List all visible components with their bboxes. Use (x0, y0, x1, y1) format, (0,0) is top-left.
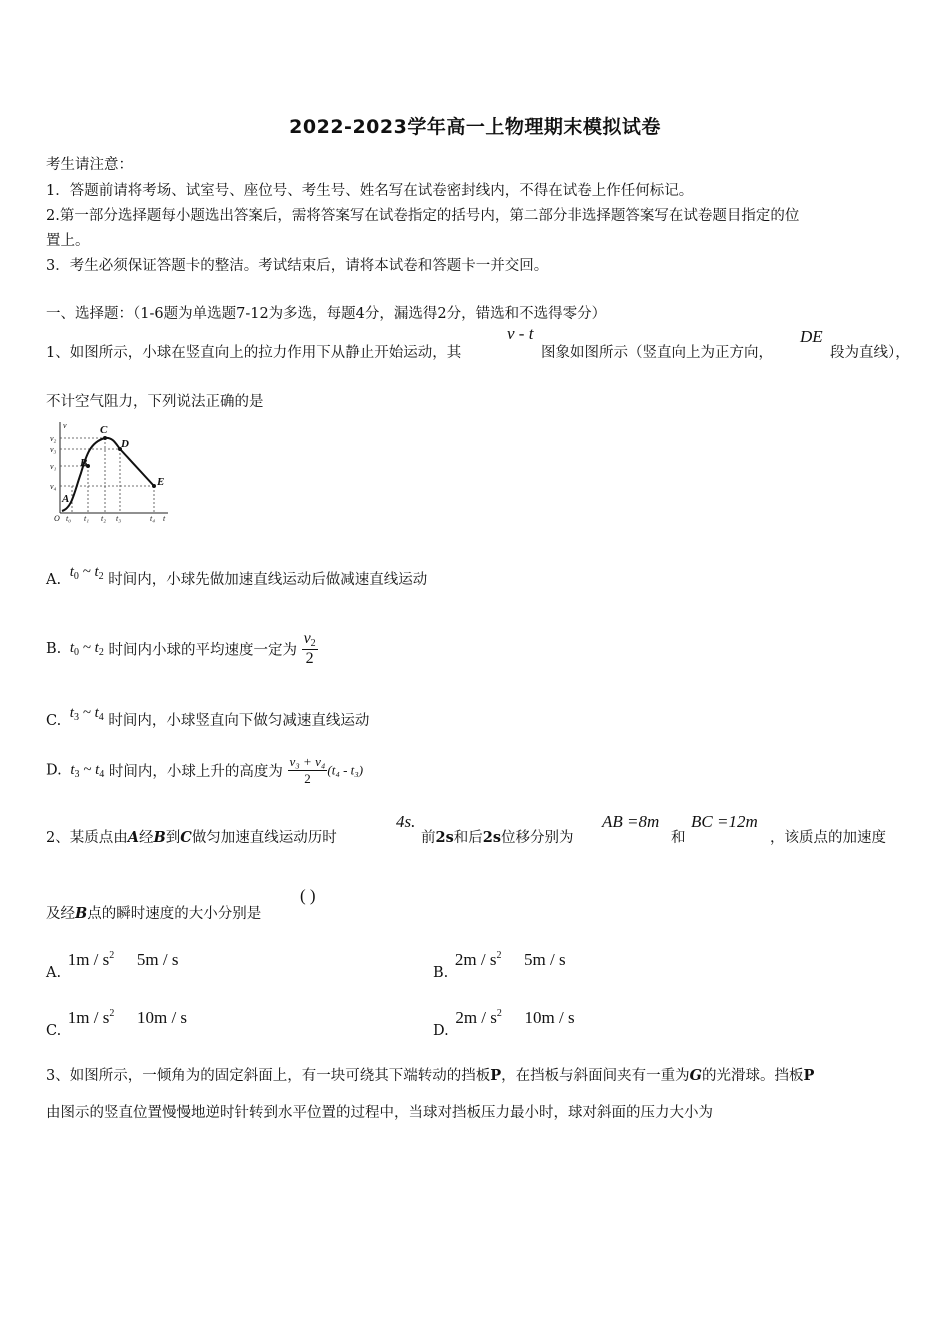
velocity: 10m / s (136, 1008, 188, 1027)
point-label: E (157, 476, 165, 488)
option-label: B. (433, 965, 449, 981)
tick-label: t₀ (66, 514, 72, 523)
point-label: B (80, 457, 88, 469)
q1-option-a[interactable] (46, 564, 428, 590)
tick-label: t (163, 514, 166, 523)
q2-line2: 及经B点的瞬时速度的大小分别是 (46, 905, 262, 922)
q2-option-d[interactable] (433, 1008, 575, 1039)
q1-part3: 段为直线）， (830, 345, 910, 361)
option-text: 时间内小球的平均速度一定为 (108, 642, 297, 659)
notice-item: 3．考生必须保证答题卡的整洁。考试结束后，请将本试卷和答题卡一并交回。 (46, 258, 549, 274)
q3-line2: 由图示的竖直位置慢慢地逆时针转到水平位置的过程中，当球对挡板压力最小时，球对斜面的压力大小为 (46, 1105, 713, 1121)
time-range: $t_0$ ~ $t_2$ (69, 564, 104, 582)
option-text: 时间内，小球上升的高度为 (108, 764, 283, 780)
q1-option-d[interactable] (46, 754, 363, 787)
notice-item: 置上。 (46, 233, 90, 249)
q1-option-b[interactable] (46, 630, 318, 668)
section-heading: 一、选择题：（1-6题为单选题7-12为多选，每题4分，漏选得2分，错选和不选得零分） (46, 306, 607, 322)
bc-value: BC =12m (691, 812, 758, 831)
q1-part2: 图象如图所示（竖直向上为正方向， (541, 345, 773, 361)
q2-option-c[interactable] (46, 1008, 188, 1039)
q3-line1: 3、如图所示，一倾角为的固定斜面上，有一块可绕其下端转动的挡板P，在挡板与斜面间夹有一重为G的光滑球。挡板P (46, 1067, 815, 1084)
tick-label: t₃ (116, 514, 122, 523)
vt-label: v - t (507, 324, 534, 343)
tick-label: O (54, 514, 60, 523)
tick-label: t₁ (84, 514, 90, 523)
vt-graph (48, 418, 173, 523)
time-value: 4s. (396, 812, 416, 831)
velocity: 5m / s (136, 950, 179, 969)
ab-value: AB =8m (602, 812, 660, 831)
time-diff: (t₄ - t₃) (327, 762, 364, 778)
option-label: B. (46, 641, 62, 657)
q1-line2: 不计空气阻力，下列说法正确的是 (46, 394, 264, 410)
notice-item: 1．答题前请将考场、试室号、座位号、考生号、姓名写在试卷密封线内，不得在试卷上作任何标记。 (46, 183, 694, 199)
tick-label: v₂ (50, 434, 57, 443)
q2-text-2: 前2s和后2s位移分别为 (421, 829, 574, 846)
de-label: DE (800, 327, 823, 346)
point-label: C (100, 424, 108, 436)
notice-item: 2.第一部分选择题每小题选出答案后，需将答案写在试卷指定的括号内，第二部分非选择题答案写在试卷题目指定的位 (46, 208, 800, 224)
time-range: $t_3$ ~ $t_4$ (70, 761, 105, 780)
option-text: 时间内，小球先做加速直线运动后做减速直线运动 (108, 572, 428, 588)
time-range: $t_0$ ~ $t_2$ (69, 640, 104, 658)
q2-text: 2、某质点由A经B到C做匀加速直线运动历时 (46, 829, 337, 846)
answer-parentheses: ( ) (300, 886, 316, 905)
acceleration: $1m / s^2$ (67, 1008, 115, 1027)
tick-label: t₂ (101, 514, 107, 523)
time-range: $t_3$ ~ $t_4$ (69, 705, 104, 723)
tick-label: v₁ (50, 462, 57, 471)
option-label: A. (46, 572, 62, 588)
q2-text-3: 和 (671, 830, 686, 846)
point-label: A (62, 493, 70, 505)
fraction: $\frac{\text{v₃ + v₄}}{2}$ (289, 754, 326, 786)
tick-label: t₄ (150, 514, 156, 523)
tick-label: v (63, 421, 67, 430)
notice-heading: 考生请注意： (46, 157, 133, 173)
q2-option-a[interactable] (46, 950, 179, 981)
point-label: D (121, 438, 129, 450)
option-label: A. (46, 965, 62, 981)
q2-option-b[interactable] (433, 950, 566, 981)
option-label: C. (46, 1023, 62, 1039)
acceleration: $1m / s^2$ (67, 950, 115, 969)
velocity: 5m / s (524, 950, 566, 969)
tick-label: v₃ (50, 445, 57, 454)
option-label: C. (46, 713, 62, 729)
q1-option-c[interactable] (46, 705, 370, 731)
tick-label: v₄ (50, 482, 57, 491)
fraction: $\frac{v_2}{2}$ (303, 630, 316, 667)
option-text: 时间内，小球竖直向下做匀减速直线运动 (108, 713, 370, 729)
acceleration: $2m / s^2$ (455, 1008, 502, 1027)
q1-text (46, 341, 461, 362)
option-label: D. (46, 762, 62, 779)
acceleration: $2m / s^2$ (454, 950, 502, 969)
q2-text-4: ，该质点的加速度 (770, 830, 886, 846)
page-title: 2022-2023学年高一上物理期末模拟试卷 (289, 116, 661, 138)
q1-part1: 1、如图所示，小球在竖直向上的拉力作用下从静止开始运动，其 (46, 345, 462, 361)
option-label: D. (433, 1023, 449, 1039)
velocity: 10m / s (524, 1008, 575, 1027)
